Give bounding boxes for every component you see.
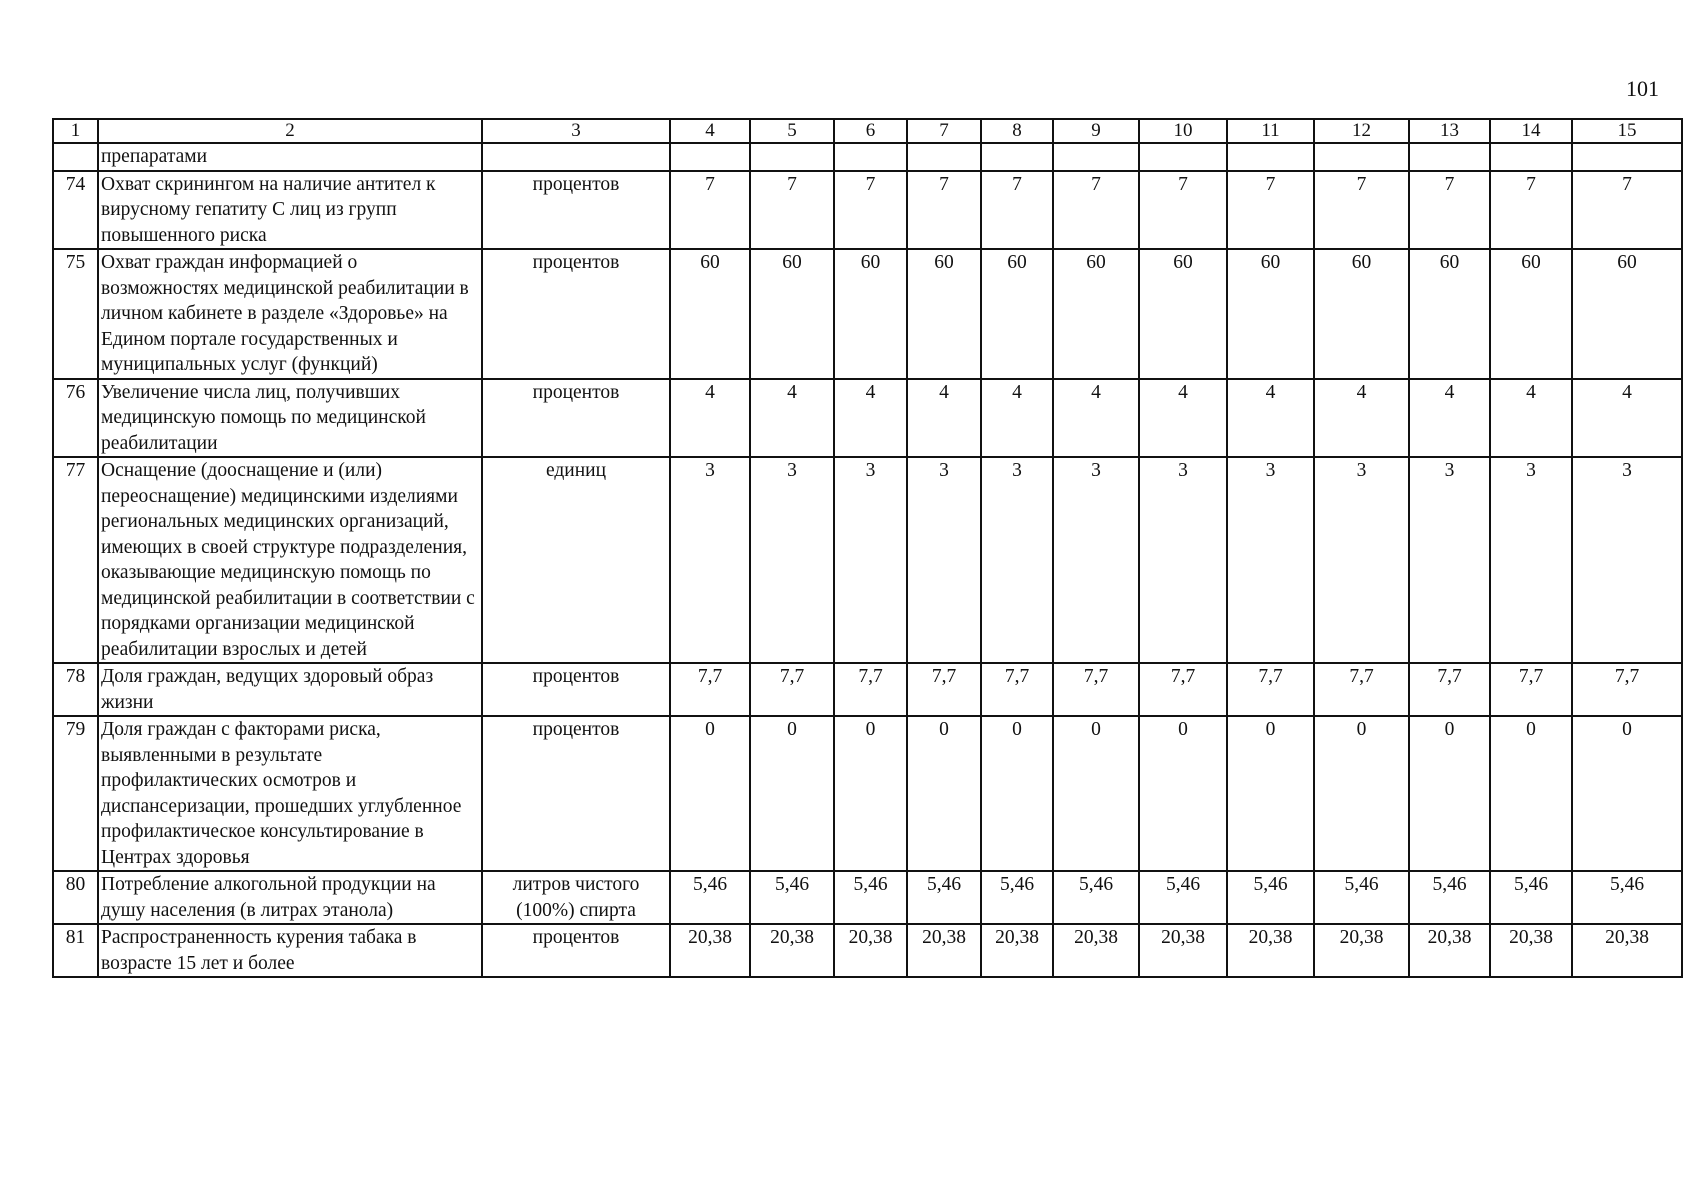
value-cell: 7,7 (1227, 663, 1314, 716)
indicator-name-cell: Потребление алкогольной продукции на душу населения (в литрах этанола) (98, 871, 482, 924)
value-cell (1227, 143, 1314, 171)
column-header: 2 (98, 119, 482, 143)
row-number-cell: 81 (53, 924, 98, 977)
value-cell (750, 143, 834, 171)
column-header: 8 (981, 119, 1053, 143)
unit-cell: процентов (482, 716, 670, 871)
value-cell (670, 143, 750, 171)
value-cell: 7,7 (1139, 663, 1227, 716)
unit-cell: процентов (482, 249, 670, 379)
value-cell (834, 143, 907, 171)
indicator-name-cell: Распространенность курения табака в возрасте 15 лет и более (98, 924, 482, 977)
table-row (53, 663, 1682, 716)
value-cell: 4 (907, 379, 981, 458)
value-cell (1409, 143, 1490, 171)
value-cell: 4 (834, 379, 907, 458)
value-cell: 7,7 (907, 663, 981, 716)
indicator-name-cell: Доля граждан, ведущих здоровый образ жизни (98, 663, 482, 716)
row-number-cell: 78 (53, 663, 98, 716)
value-cell: 5,46 (981, 871, 1053, 924)
value-cell: 4 (1227, 379, 1314, 458)
value-cell: 0 (1227, 716, 1314, 871)
value-cell: 20,38 (834, 924, 907, 977)
value-cell: 3 (750, 457, 834, 663)
value-cell: 7 (670, 171, 750, 250)
page-number: 101 (1626, 76, 1659, 101)
value-cell: 0 (1053, 716, 1139, 871)
row-number-cell (53, 143, 98, 171)
value-cell: 7,7 (1314, 663, 1409, 716)
value-cell: 4 (750, 379, 834, 458)
value-cell: 3 (1053, 457, 1139, 663)
value-cell (1314, 143, 1409, 171)
indicator-name-cell: Охват скринингом на наличие антител к вирусному гепатиту С лиц из групп повышенного риска (98, 171, 482, 250)
unit-cell: процентов (482, 379, 670, 458)
unit-cell: процентов (482, 171, 670, 250)
value-cell: 4 (981, 379, 1053, 458)
value-cell: 3 (981, 457, 1053, 663)
value-cell: 60 (1490, 249, 1572, 379)
value-cell: 7 (1053, 171, 1139, 250)
value-cell: 3 (1314, 457, 1409, 663)
column-header: 10 (1139, 119, 1227, 143)
value-cell: 3 (1572, 457, 1682, 663)
value-cell: 60 (834, 249, 907, 379)
value-cell: 7,7 (750, 663, 834, 716)
value-cell: 7 (750, 171, 834, 250)
value-cell: 7,7 (1572, 663, 1682, 716)
indicator-name-cell: Оснащение (дооснащение и (или) переоснащение) медицинскими изделиями региональных медицинских организаций, имеющих в своей структуре подразделения, оказывающие медицинскую помощь по медицинской реабилитации в соответствии с порядками организации медицинской реабилитации взрослых и детей (98, 457, 482, 663)
indicator-name-cell: Доля граждан с факторами риска, выявленными в результате профилактических осмотров и диспансеризации, прошедших углубленное профилактическое консультирование в Центрах здоровья (98, 716, 482, 871)
value-cell: 0 (1572, 716, 1682, 871)
value-cell: 7 (1227, 171, 1314, 250)
value-cell (1139, 143, 1227, 171)
column-header: 5 (750, 119, 834, 143)
value-cell: 3 (670, 457, 750, 663)
column-header: 3 (482, 119, 670, 143)
indicator-name-cell: Увеличение числа лиц, получивших медицинскую помощь по медицинской реабилитации (98, 379, 482, 458)
value-cell: 60 (1314, 249, 1409, 379)
column-header: 13 (1409, 119, 1490, 143)
column-header: 14 (1490, 119, 1572, 143)
table-row (53, 143, 1682, 171)
value-cell: 4 (1572, 379, 1682, 458)
value-cell: 7,7 (834, 663, 907, 716)
unit-cell: единиц (482, 457, 670, 663)
value-cell (1572, 143, 1682, 171)
value-cell: 4 (1490, 379, 1572, 458)
value-cell: 0 (1490, 716, 1572, 871)
row-number-cell: 74 (53, 171, 98, 250)
table-row (53, 249, 1682, 379)
table-row (53, 716, 1682, 871)
row-number-cell: 77 (53, 457, 98, 663)
indicator-name-cell: Охват граждан информацией о возможностях медицинской реабилитации в личном кабинете в разделе «Здоровье» на Едином портале государственных и муниципальных услуг (функций) (98, 249, 482, 379)
value-cell: 60 (1409, 249, 1490, 379)
value-cell: 3 (907, 457, 981, 663)
column-header: 11 (1227, 119, 1314, 143)
value-cell: 20,38 (1572, 924, 1682, 977)
column-header: 7 (907, 119, 981, 143)
value-cell: 60 (1227, 249, 1314, 379)
value-cell: 20,38 (1409, 924, 1490, 977)
table-row (53, 379, 1682, 458)
table-row (53, 924, 1682, 977)
column-header: 15 (1572, 119, 1682, 143)
value-cell: 3 (1227, 457, 1314, 663)
value-cell: 60 (670, 249, 750, 379)
value-cell: 20,38 (1314, 924, 1409, 977)
indicators-table (52, 118, 1683, 978)
value-cell: 3 (1490, 457, 1572, 663)
row-number-cell: 75 (53, 249, 98, 379)
value-cell: 5,46 (750, 871, 834, 924)
value-cell: 7 (1572, 171, 1682, 250)
value-cell: 4 (1053, 379, 1139, 458)
value-cell: 4 (1409, 379, 1490, 458)
value-cell: 20,38 (1227, 924, 1314, 977)
value-cell: 4 (1139, 379, 1227, 458)
value-cell: 3 (834, 457, 907, 663)
value-cell: 60 (907, 249, 981, 379)
value-cell: 7 (834, 171, 907, 250)
value-cell: 7,7 (1490, 663, 1572, 716)
value-cell: 60 (750, 249, 834, 379)
value-cell: 7 (981, 171, 1053, 250)
value-cell: 5,46 (670, 871, 750, 924)
column-header: 6 (834, 119, 907, 143)
value-cell: 60 (1572, 249, 1682, 379)
value-cell: 5,46 (1139, 871, 1227, 924)
indicator-name-cell: препаратами (98, 143, 482, 171)
table-row (53, 457, 1682, 663)
value-cell: 7,7 (1053, 663, 1139, 716)
column-header: 9 (1053, 119, 1139, 143)
unit-cell (482, 143, 670, 171)
unit-cell: процентов (482, 663, 670, 716)
value-cell: 20,38 (750, 924, 834, 977)
table-row (53, 171, 1682, 250)
value-cell: 5,46 (1053, 871, 1139, 924)
value-cell (1053, 143, 1139, 171)
column-number-header-row (53, 119, 1682, 143)
value-cell: 4 (1314, 379, 1409, 458)
row-number-cell: 79 (53, 716, 98, 871)
value-cell: 5,46 (834, 871, 907, 924)
value-cell: 20,38 (907, 924, 981, 977)
value-cell: 0 (1314, 716, 1409, 871)
value-cell: 0 (981, 716, 1053, 871)
value-cell: 5,46 (1490, 871, 1572, 924)
unit-cell: процентов (482, 924, 670, 977)
value-cell: 7,7 (1409, 663, 1490, 716)
value-cell: 5,46 (907, 871, 981, 924)
value-cell: 60 (1139, 249, 1227, 379)
value-cell: 3 (1139, 457, 1227, 663)
value-cell: 20,38 (981, 924, 1053, 977)
column-header: 1 (53, 119, 98, 143)
value-cell: 0 (1139, 716, 1227, 871)
value-cell: 7 (1139, 171, 1227, 250)
value-cell: 60 (981, 249, 1053, 379)
value-cell: 0 (1409, 716, 1490, 871)
value-cell: 20,38 (1053, 924, 1139, 977)
column-header: 12 (1314, 119, 1409, 143)
value-cell: 20,38 (1139, 924, 1227, 977)
value-cell: 0 (670, 716, 750, 871)
row-number-cell: 80 (53, 871, 98, 924)
value-cell: 5,46 (1227, 871, 1314, 924)
value-cell (907, 143, 981, 171)
value-cell: 7 (1490, 171, 1572, 250)
value-cell: 4 (670, 379, 750, 458)
value-cell: 5,46 (1572, 871, 1682, 924)
value-cell: 7 (907, 171, 981, 250)
value-cell: 7 (1314, 171, 1409, 250)
value-cell (981, 143, 1053, 171)
value-cell: 20,38 (1490, 924, 1572, 977)
unit-cell: литров чистого (100%) спирта (482, 871, 670, 924)
value-cell: 0 (907, 716, 981, 871)
value-cell: 60 (1053, 249, 1139, 379)
value-cell: 3 (1409, 457, 1490, 663)
value-cell: 7 (1409, 171, 1490, 250)
row-number-cell: 76 (53, 379, 98, 458)
value-cell: 20,38 (670, 924, 750, 977)
value-cell: 0 (834, 716, 907, 871)
column-header: 4 (670, 119, 750, 143)
value-cell: 7,7 (981, 663, 1053, 716)
value-cell: 0 (750, 716, 834, 871)
value-cell (1490, 143, 1572, 171)
table-row (53, 871, 1682, 924)
value-cell: 5,46 (1314, 871, 1409, 924)
value-cell: 7,7 (670, 663, 750, 716)
value-cell: 5,46 (1409, 871, 1490, 924)
